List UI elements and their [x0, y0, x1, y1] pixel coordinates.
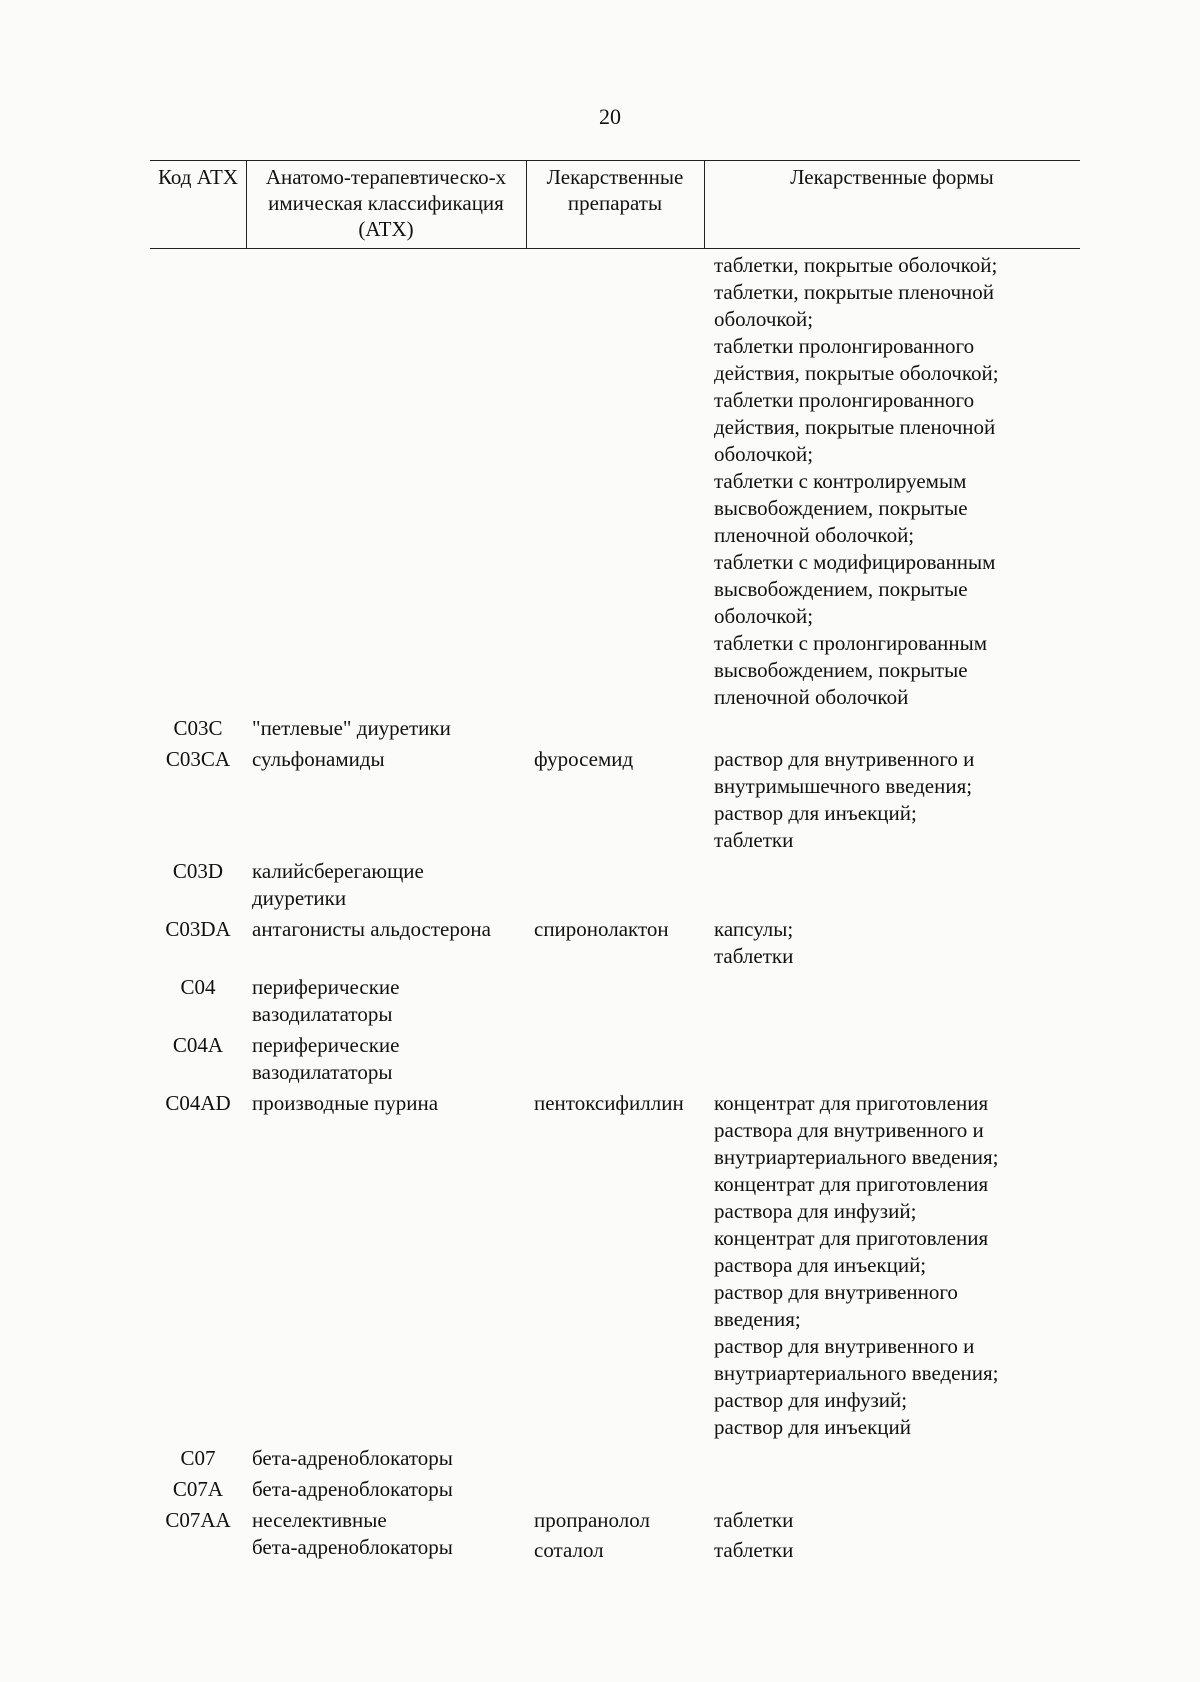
header-forms: Лекарственные формы [790, 165, 994, 189]
drug-cell [526, 1032, 704, 1086]
classification-line: неселективные [252, 1508, 387, 1532]
drug-cell [526, 858, 704, 912]
atc-code: C04 [180, 975, 216, 999]
classification-line: периферические [252, 1033, 400, 1057]
table-row [150, 715, 1080, 742]
drug-name: спиронолактон [534, 917, 669, 941]
classification-cell [246, 1032, 526, 1086]
classification-line: вазодилататоры [252, 1002, 393, 1026]
dosage-form-line: внутриартериального введения; [714, 1145, 999, 1169]
dosage-form-line: концентрат для приготовления [714, 1172, 989, 1196]
dosage-form-line: раствор для внутривенного и [714, 747, 975, 771]
header-classification-line: имическая классификация [268, 191, 504, 215]
table-row [150, 1507, 1080, 1564]
dosage-form-cell [704, 1507, 1080, 1564]
header-classification [246, 164, 526, 242]
table-row [150, 1090, 1080, 1441]
dosage-form-line: пленочной оболочкой; [714, 523, 915, 547]
classification-cell [246, 1090, 526, 1441]
dosage-form-line: оболочкой; [714, 307, 814, 331]
dosage-form-line: концентрат для приготовления [714, 1091, 989, 1115]
drug-cell [526, 1507, 704, 1564]
drug-name: соталол [534, 1538, 604, 1562]
atc-code: C03DA [165, 917, 231, 941]
classification-line: "петлевые" диуретики [252, 716, 451, 740]
classification-cell [246, 858, 526, 912]
classification-line: вазодилататоры [252, 1060, 393, 1084]
dosage-form-line: высвобождением, покрытые [714, 577, 968, 601]
dosage-form-line: таблетки с контролируемым [714, 469, 967, 493]
atc-code: C03C [173, 716, 223, 740]
dosage-form-line: введения; [714, 1307, 801, 1331]
classification-line: бета-адреноблокаторы [252, 1535, 453, 1559]
dosage-form-line: внутриартериального введения; [714, 1361, 999, 1385]
table-header-rule [150, 248, 1080, 249]
drug-cell [526, 1445, 704, 1472]
atc-code-cell [150, 746, 246, 854]
header-classification-line: (АТХ) [358, 217, 414, 241]
dosage-form-line: раствор для внутривенного [714, 1280, 958, 1304]
dosage-form-line: таблетки [714, 944, 794, 968]
classification-line: производные пурина [252, 1091, 439, 1115]
drug-cell [526, 1090, 704, 1441]
table-row [150, 916, 1080, 970]
atc-code: C07 [180, 1446, 216, 1470]
table-row [150, 974, 1080, 1028]
atc-code: C03CA [165, 747, 231, 771]
classification-cell [246, 974, 526, 1028]
dosage-form-cell [704, 858, 1080, 912]
atc-code-cell [150, 1090, 246, 1441]
dosage-form-line: раствор для инфузий; [714, 1388, 908, 1412]
header-drugs-line: Лекарственные [546, 165, 684, 189]
atc-code-cell [150, 974, 246, 1028]
header-drugs-line: препараты [567, 191, 663, 215]
atc-code-cell [150, 1032, 246, 1086]
dosage-form-line: действия, покрытые пленочной [714, 415, 996, 439]
dosage-form-line: таблетки пролонгированного [714, 334, 975, 358]
dosage-form-line: раствор для инъекций; [714, 801, 917, 825]
dosage-form-line: раствор для внутривенного и [714, 1334, 975, 1358]
classification-line: бета-адреноблокаторы [252, 1446, 453, 1470]
dosage-form-cell [704, 1090, 1080, 1441]
dosage-form-cell [704, 746, 1080, 854]
page-number: 20 [599, 104, 621, 129]
atc-code-cell [150, 916, 246, 970]
dosage-form-line: оболочкой; [714, 442, 814, 466]
dosage-form-line: высвобождением, покрытые [714, 658, 968, 682]
dosage-form-cell [704, 974, 1080, 1028]
dosage-form-line: концентрат для приготовления [714, 1226, 989, 1250]
drug-name: пропранолол [534, 1508, 650, 1532]
table-header [150, 160, 1080, 248]
drug-cell [526, 746, 704, 854]
dosage-form-cell [704, 1032, 1080, 1086]
table-row [150, 252, 1080, 711]
dosage-form-line: таблетки с модифицированным [714, 550, 996, 574]
dosage-form-line: пленочной оболочкой [714, 685, 909, 709]
dosage-form-line: высвобождением, покрытые [714, 496, 968, 520]
dosage-form-line: таблетки [714, 1508, 794, 1532]
atc-code-cell [150, 1507, 246, 1564]
classification-cell [246, 1445, 526, 1472]
classification-line: периферические [252, 975, 400, 999]
atc-code-cell [150, 252, 246, 711]
table-row [150, 1445, 1080, 1472]
dosage-form-cell [704, 715, 1080, 742]
table-row [150, 746, 1080, 854]
classification-line: сульфонамиды [252, 747, 385, 771]
atc-code: C04AD [165, 1091, 231, 1115]
dosage-form-line: внутримышечного введения; [714, 774, 973, 798]
drug-cell [526, 916, 704, 970]
classification-cell [246, 252, 526, 711]
drug-name: фуросемид [534, 747, 634, 771]
dosage-form-cell [704, 1476, 1080, 1503]
drug-cell [526, 252, 704, 711]
dosage-form-line: таблетки, покрытые оболочкой; [714, 253, 998, 277]
atc-code-cell [150, 1476, 246, 1503]
dosage-form-cell [704, 916, 1080, 970]
table-body [150, 252, 1080, 1564]
classification-line: диуретики [252, 886, 347, 910]
classification-cell [246, 916, 526, 970]
atc-code: C07A [172, 1477, 224, 1501]
dosage-form-line: действия, покрытые оболочкой; [714, 361, 999, 385]
dosage-form-line: раствора для внутривенного и [714, 1118, 984, 1142]
header-code: Код АТХ [157, 165, 239, 189]
atc-code: C03D [172, 859, 224, 883]
header-drugs [526, 164, 704, 216]
dosage-form-line: таблетки [714, 1538, 794, 1562]
dosage-form-line: раствор для инъекций [714, 1415, 911, 1439]
drug-name: пентоксифиллин [534, 1091, 684, 1115]
dosage-form-line: таблетки [714, 828, 794, 852]
header-classification-line: Анатомо-терапевтическо-х [265, 165, 507, 189]
classification-cell [246, 1507, 526, 1564]
dosage-form-line: раствора для инфузий; [714, 1199, 917, 1223]
atc-code-cell [150, 1445, 246, 1472]
classification-line: антагонисты альдостерона [252, 917, 491, 941]
dosage-form-line: раствора для инъекций; [714, 1253, 927, 1277]
dosage-form-line: оболочкой; [714, 604, 814, 628]
drug-cell [526, 1476, 704, 1503]
classification-cell [246, 1476, 526, 1503]
table-row [150, 858, 1080, 912]
dosage-form-line: таблетки пролонгированного [714, 388, 975, 412]
table-row [150, 1476, 1080, 1503]
classification-line: бета-адреноблокаторы [252, 1477, 453, 1501]
drug-cell [526, 974, 704, 1028]
drug-cell [526, 715, 704, 742]
dosage-form-line: таблетки с пролонгированным [714, 631, 988, 655]
dosage-form-cell [704, 1445, 1080, 1472]
atc-code: C04A [172, 1033, 224, 1057]
dosage-form-cell [704, 252, 1080, 711]
classification-cell [246, 746, 526, 854]
classification-cell [246, 715, 526, 742]
atc-code-cell [150, 858, 246, 912]
dosage-form-line: таблетки, покрытые пленочной [714, 280, 995, 304]
atc-code: C07AA [165, 1508, 231, 1532]
classification-line: калийсберегающие [252, 859, 424, 883]
table-row [150, 1032, 1080, 1086]
dosage-form-line: капсулы; [714, 917, 794, 941]
atc-code-cell [150, 715, 246, 742]
